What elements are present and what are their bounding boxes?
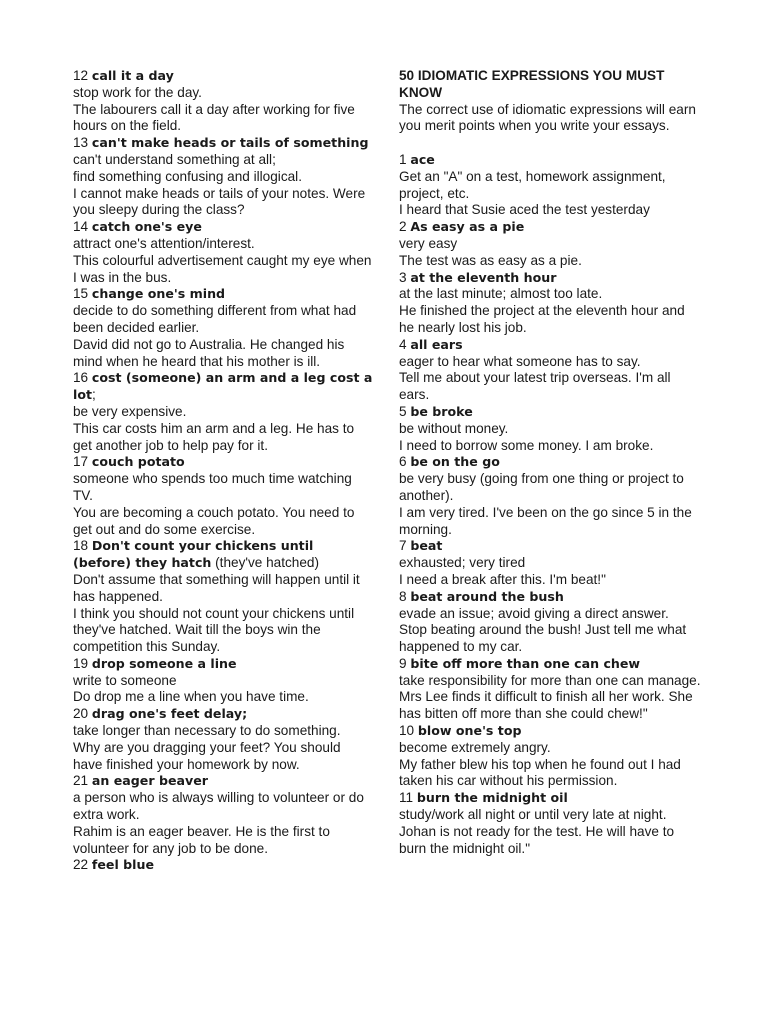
- idiom-definition: write to someone: [73, 672, 177, 688]
- idiom-number: 9: [399, 655, 407, 671]
- idiom-term: burn the midnight oil: [416, 790, 568, 806]
- idiom-number: 22: [73, 857, 89, 873]
- idiom-number: 17: [73, 454, 89, 470]
- idiom-term: blow one's top: [417, 723, 522, 739]
- idiom-entry: [399, 538, 703, 588]
- idiom-heading: [399, 656, 703, 673]
- idiom-example: I need a break after this. I'm beat!": [399, 571, 606, 587]
- idiom-definition: decide to do something different from what had been decided earlier.: [73, 303, 357, 335]
- idiom-number: 8: [399, 588, 407, 604]
- idiom-example: I am very tired. I've been on the go since 5 in the morning.: [399, 504, 692, 537]
- idiom-entry: [73, 706, 373, 773]
- idiom-entry: [399, 404, 703, 454]
- idiom-number: 7: [399, 538, 407, 554]
- idiom-entry: [73, 370, 373, 454]
- idiom-definition: Don't assume that something will happen until it has happened.: [73, 571, 360, 604]
- idiom-entry: [399, 656, 703, 723]
- idiom-heading: [73, 219, 373, 236]
- idiom-term: change one's mind: [91, 286, 226, 302]
- idiom-term: Don't count your chickens until (before) they hatch: [73, 538, 314, 571]
- idiom-number: 12: [73, 68, 89, 83]
- idiom-term: ace: [410, 151, 435, 167]
- idiom-definition: exhausted; very tired: [399, 555, 526, 571]
- idiom-entry: [399, 790, 703, 857]
- idiom-example: The labourers call it a day after working for five hours on the field.: [73, 101, 355, 134]
- idiom-example: Johan is not ready for the test. He will have to burn the midnight oil.": [399, 823, 675, 856]
- idiom-entry: [73, 68, 373, 135]
- idiom-example: Stop beating around the bush! Just tell me what happened to my car.: [399, 622, 687, 655]
- idiom-number: 19: [73, 655, 89, 671]
- idiom-term: drag one's feet delay;: [91, 706, 248, 722]
- idiom-entry: [399, 337, 703, 404]
- idiom-example: My father blew his top when he found out I had taken his car without his permission.: [399, 756, 681, 789]
- idiom-number: 2: [399, 219, 407, 235]
- idiom-term: bite off more than one can chew: [410, 655, 641, 671]
- idiom-example: The test was as easy as a pie.: [399, 252, 582, 268]
- idiom-number: 13: [73, 135, 89, 151]
- idiom-definition: take longer than necessary to do something.: [73, 723, 341, 739]
- idiom-definition: eager to hear what someone has to say.: [399, 353, 641, 369]
- document-title: 50 IDIOMATIC EXPRESSIONS YOU MUST KNOW: [399, 68, 665, 100]
- right-column: [399, 68, 703, 857]
- idiom-example: You are becoming a couch potato. You need to get out and do some exercise.: [73, 504, 355, 537]
- idiom-heading: [399, 152, 703, 169]
- idiom-heading: [399, 270, 703, 287]
- idiom-heading: [73, 68, 373, 85]
- idiom-example: I cannot make heads or tails of your notes. Were you sleepy during the class?: [73, 185, 366, 218]
- idiom-heading: [399, 404, 703, 421]
- idiom-heading: [73, 706, 373, 723]
- idiom-example: I heard that Susie aced the test yesterday: [399, 202, 650, 218]
- idiom-term: catch one's eye: [91, 219, 202, 235]
- idiom-definition: take responsibility for more than one can manage.: [399, 672, 701, 688]
- idiom-entry: [399, 589, 703, 656]
- intro-text: The correct use of idiomatic expressions will earn you merit points when you write your essays.: [399, 101, 696, 134]
- idiom-heading: [73, 135, 373, 152]
- idiom-term-suffix: ;: [92, 387, 96, 403]
- idiom-example: find something confusing and illogical.: [73, 168, 302, 184]
- idiom-term: drop someone a line: [91, 655, 237, 671]
- idiom-definition: a person who is always willing to volunteer or do extra work.: [73, 790, 364, 823]
- idiom-heading: [399, 723, 703, 740]
- idiom-example: David did not go to Australia. He changed his mind when he heard that his mother is ill.: [73, 336, 345, 369]
- idiom-example: He finished the project at the eleventh hour and he nearly lost his job.: [399, 303, 685, 335]
- idiom-entry: [399, 270, 703, 337]
- idiom-example: Mrs Lee finds it difficult to finish all her work. She has bitten off more than she could chew!": [399, 689, 693, 722]
- idiom-definition: can't understand something at all;: [73, 151, 276, 167]
- idiom-entry: [73, 135, 373, 219]
- idiom-entry: [73, 219, 373, 286]
- idiom-heading: [399, 337, 703, 354]
- idiom-term: an eager beaver: [91, 773, 208, 789]
- idiom-entry: [399, 723, 703, 790]
- idiom-entry: [399, 219, 703, 269]
- idiom-term: cost (someone) an arm and a leg cost a lot: [73, 370, 373, 403]
- idiom-entry: [73, 538, 373, 656]
- idiom-definition: stop work for the day.: [73, 84, 202, 100]
- idiom-number: 14: [73, 219, 89, 235]
- idiom-number: 20: [73, 706, 89, 722]
- idiom-term: can't make heads or tails of something: [91, 135, 369, 151]
- idiom-definition: someone who spends too much time watching TV.: [73, 471, 352, 503]
- idiom-term: feel blue: [91, 857, 155, 873]
- idiom-heading: [73, 773, 373, 790]
- idiom-term: all ears: [410, 336, 463, 352]
- idiom-example: This car costs him an arm and a leg. He has to get another job to help pay for it.: [73, 420, 355, 453]
- idiom-term: beat around the bush: [410, 588, 564, 604]
- idiom-term: call it a day: [91, 68, 174, 83]
- idiom-number: 15: [73, 286, 89, 302]
- idiom-definition: become extremely angry.: [399, 739, 551, 755]
- idiom-heading: [73, 656, 373, 673]
- idiom-number: 5: [399, 403, 407, 419]
- spacer: [399, 135, 703, 152]
- idiom-number: 4: [399, 336, 407, 352]
- left-column: [73, 68, 373, 874]
- idiom-entry: [73, 857, 373, 874]
- idiom-term: couch potato: [91, 454, 185, 470]
- idiom-example: This colourful advertisement caught my eye when I was in the bus.: [73, 252, 372, 285]
- idiom-example: I think you should not count your chickens until they've hatched. Wait till the boys win the competition this Sunday.: [73, 605, 355, 655]
- idiom-heading: [73, 370, 373, 404]
- idiom-example: Do drop me a line when you have time.: [73, 689, 309, 705]
- idiom-entry: [399, 454, 703, 538]
- idiom-heading: [73, 857, 373, 874]
- idiom-entry: [73, 286, 373, 370]
- idiom-entry: [73, 773, 373, 857]
- idiom-entry: [73, 454, 373, 538]
- idiom-number: 6: [399, 454, 407, 470]
- idiom-number: 18: [73, 538, 89, 554]
- idiom-term: beat: [410, 538, 443, 554]
- idiom-number: 3: [399, 269, 407, 285]
- idiom-definition: evade an issue; avoid giving a direct answer.: [399, 605, 669, 621]
- idiom-term: be on the go: [410, 454, 500, 470]
- idiom-heading: [399, 454, 703, 471]
- idiom-number: 11: [399, 790, 414, 806]
- idiom-term: at the eleventh hour: [410, 269, 557, 285]
- idiom-heading: [73, 286, 373, 303]
- idiom-entry: [399, 152, 703, 219]
- right-entries: [399, 152, 703, 857]
- idiom-definition: at the last minute; almost too late.: [399, 286, 603, 302]
- idiom-example: I need to borrow some money. I am broke.: [399, 437, 654, 453]
- idiom-number: 1: [399, 151, 407, 167]
- idiom-heading: [399, 538, 703, 555]
- idiom-heading: [399, 219, 703, 236]
- idiom-number: 10: [399, 723, 415, 739]
- idiom-example: Why are you dragging your feet? You should have finished your homework by now.: [73, 739, 341, 772]
- idiom-definition: be very busy (going from one thing or project to another).: [399, 471, 684, 503]
- idiom-number: 21: [73, 773, 89, 789]
- idiom-term-suffix: (they've hatched): [211, 555, 320, 571]
- idiom-definition: be without money.: [399, 420, 509, 436]
- idiom-entry: [73, 656, 373, 706]
- idiom-term: As easy as a pie: [410, 219, 525, 235]
- idiom-example: Tell me about your latest trip overseas. I'm all ears.: [399, 370, 671, 403]
- idiom-number: 16: [73, 370, 89, 386]
- idiom-heading: [399, 790, 703, 807]
- idiom-definition: study/work all night or until very late at night.: [399, 807, 667, 823]
- idiom-example: Rahim is an eager beaver. He is the first to volunteer for any job to be done.: [73, 823, 330, 856]
- idiom-definition: Get an "A" on a test, homework assignment, project, etc.: [399, 168, 666, 201]
- idiom-definition: very easy: [399, 235, 458, 251]
- idiom-heading: [73, 538, 373, 572]
- idiom-definition: be very expensive.: [73, 403, 187, 419]
- idiom-term: be broke: [410, 403, 473, 419]
- idiom-definition: attract one's attention/interest.: [73, 235, 255, 251]
- idiom-heading: [73, 454, 373, 471]
- idiom-heading: [399, 589, 703, 606]
